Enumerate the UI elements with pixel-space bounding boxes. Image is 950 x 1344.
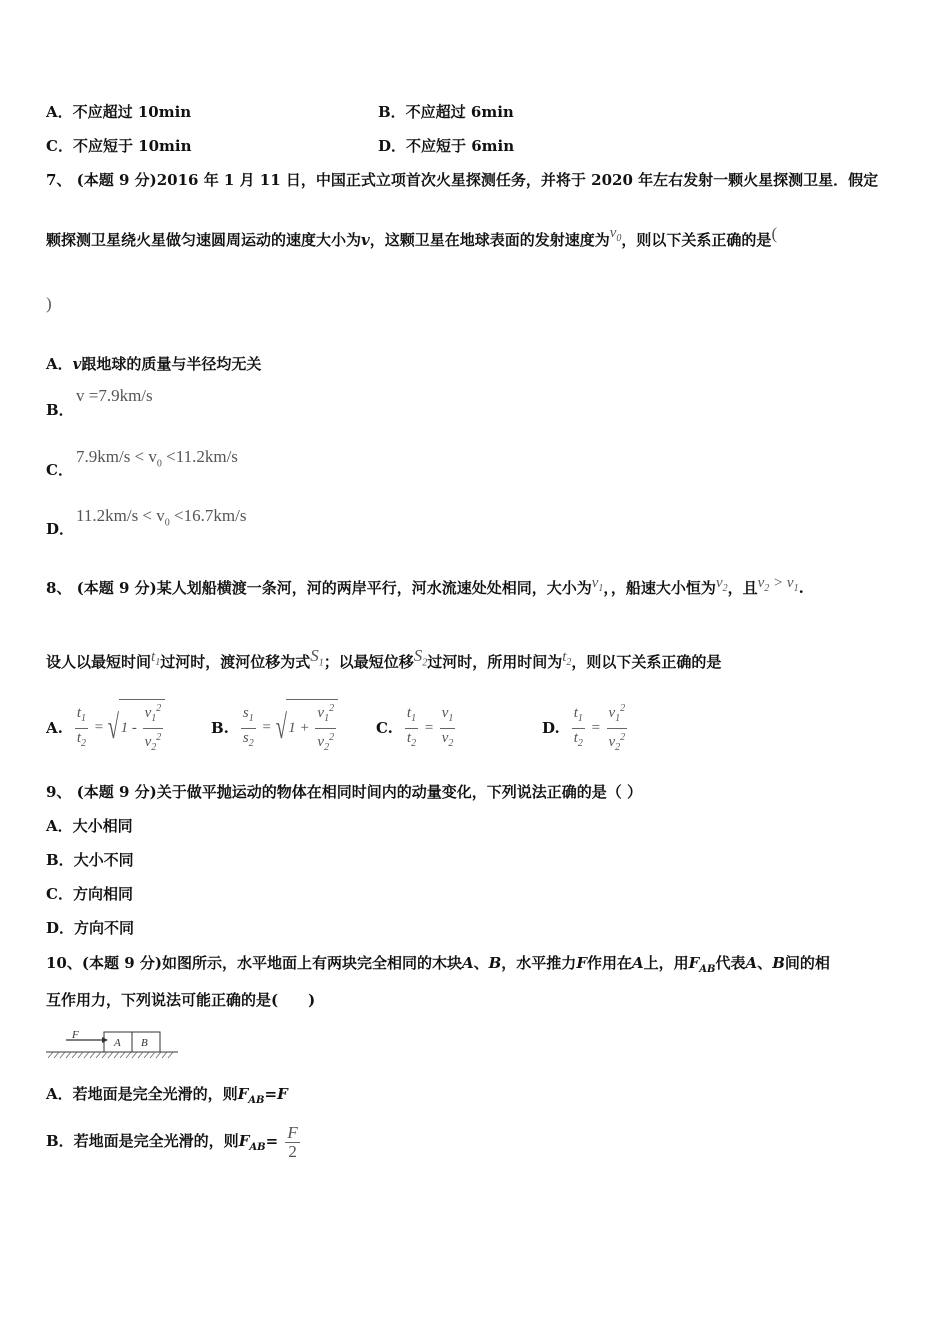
q6-option-c: C．不应短于 10min	[46, 137, 192, 155]
q10-option-b: B．若地面是完全光滑的，则$F_{AB}=$ $\frac{F}{2}$	[46, 1122, 298, 1161]
q8-option-c: C. $\frac{t_1}{t_2}$ = $\frac{v_1}{v_2}$	[376, 704, 454, 749]
q7-option-b-expr: v =7.9km/s	[76, 386, 153, 405]
q7-option-c-expr: $7.9km/s < v_0 <11.2km/s$	[76, 447, 238, 470]
q6-option-b: B．不应超过 6min	[378, 103, 514, 121]
q7-option-b: B．	[46, 401, 74, 419]
force-arrow-head	[102, 1037, 108, 1043]
q7-option-d: D．	[46, 520, 75, 538]
q7-option-c: C．	[46, 461, 73, 479]
q9-option-b: B．大小不同	[46, 851, 134, 869]
q8-option-b: B. $\frac{s_1}{s_2}$ = √ 1 + $\frac{v_1^2}{v_2^2}$	[211, 698, 338, 758]
q7-stem-line2: 颗探测卫星绕火星做匀速圆周运动的速度大小为v，这颗卫星在地球表面的发射速度为$v_0$，则以下关系正确的是(	[46, 224, 778, 249]
q7-paren-close: )	[46, 294, 52, 313]
q10-blocks-figure	[44, 1026, 184, 1062]
q7-option-a: A．v跟地球的质量与半径均无关	[46, 355, 262, 373]
q10-option-a: A．若地面是完全光滑的，则$F_{AB}=F$	[46, 1085, 288, 1106]
q6-option-d: D．不应短于 6min	[378, 137, 515, 155]
q9-option-c: C．方向相同	[46, 885, 133, 903]
q9-stem: 9、 (本题 9 分)关于做平抛运动的物体在相同时间内的动量变化，下列说法正确的是（ ）	[46, 783, 642, 801]
q8-stem-line1: 8、 (本题 9 分)某人划船横渡一条河，河的两岸平行，河水流速处处相同，大小为$v_1$，，船速大小恒为$v_2$，且$v_2 > v_1$.	[46, 575, 804, 597]
ground-hatching	[48, 1052, 173, 1058]
q9-option-d: D．方向不同	[46, 919, 135, 937]
q7-stem-line1: 7、 (本题 9 分)2016 年 1 月 11 日，中国正式立项首次火星探测任务，并将于 2020 年左右发射一颗火星探测卫星．假定	[46, 171, 879, 189]
q7-option-d-expr: $11.2km/s < v_0 <16.7km/s$	[76, 506, 247, 529]
q8-option-a: A. $\frac{t_1}{t_2}$ = √ 1 - $\frac{v_1^2}{v_2^2}$	[46, 698, 165, 758]
q8-stem-line2: 设人以最短时间$t_1$过河时，渡河位移为式$S_1$；以最短位移$S_2$过河时，所用时间为$t_2$，则以下关系正确的是	[46, 646, 722, 671]
q10-stem-line2: 互作用力，下列说法可能正确的是( )	[46, 991, 316, 1009]
q10-stem-line1: 10、(本题 9 分)如图所示，水平地面上有两块完全相同的木块A、B，水平推力F作用在A上，用$F_{AB}$代表A、B间的相	[46, 954, 830, 975]
q9-option-a: A．大小相同	[46, 817, 133, 835]
block-a-label: A	[114, 1037, 121, 1049]
q6-option-a: A．不应超过 10min	[46, 103, 192, 121]
block-b-label: B	[141, 1037, 148, 1049]
q8-option-d: D. $\frac{t_1}{t_2}$ = $\frac{v_1^2}{v_2^2}$	[542, 698, 629, 758]
figure-force-label: F	[72, 1029, 79, 1041]
